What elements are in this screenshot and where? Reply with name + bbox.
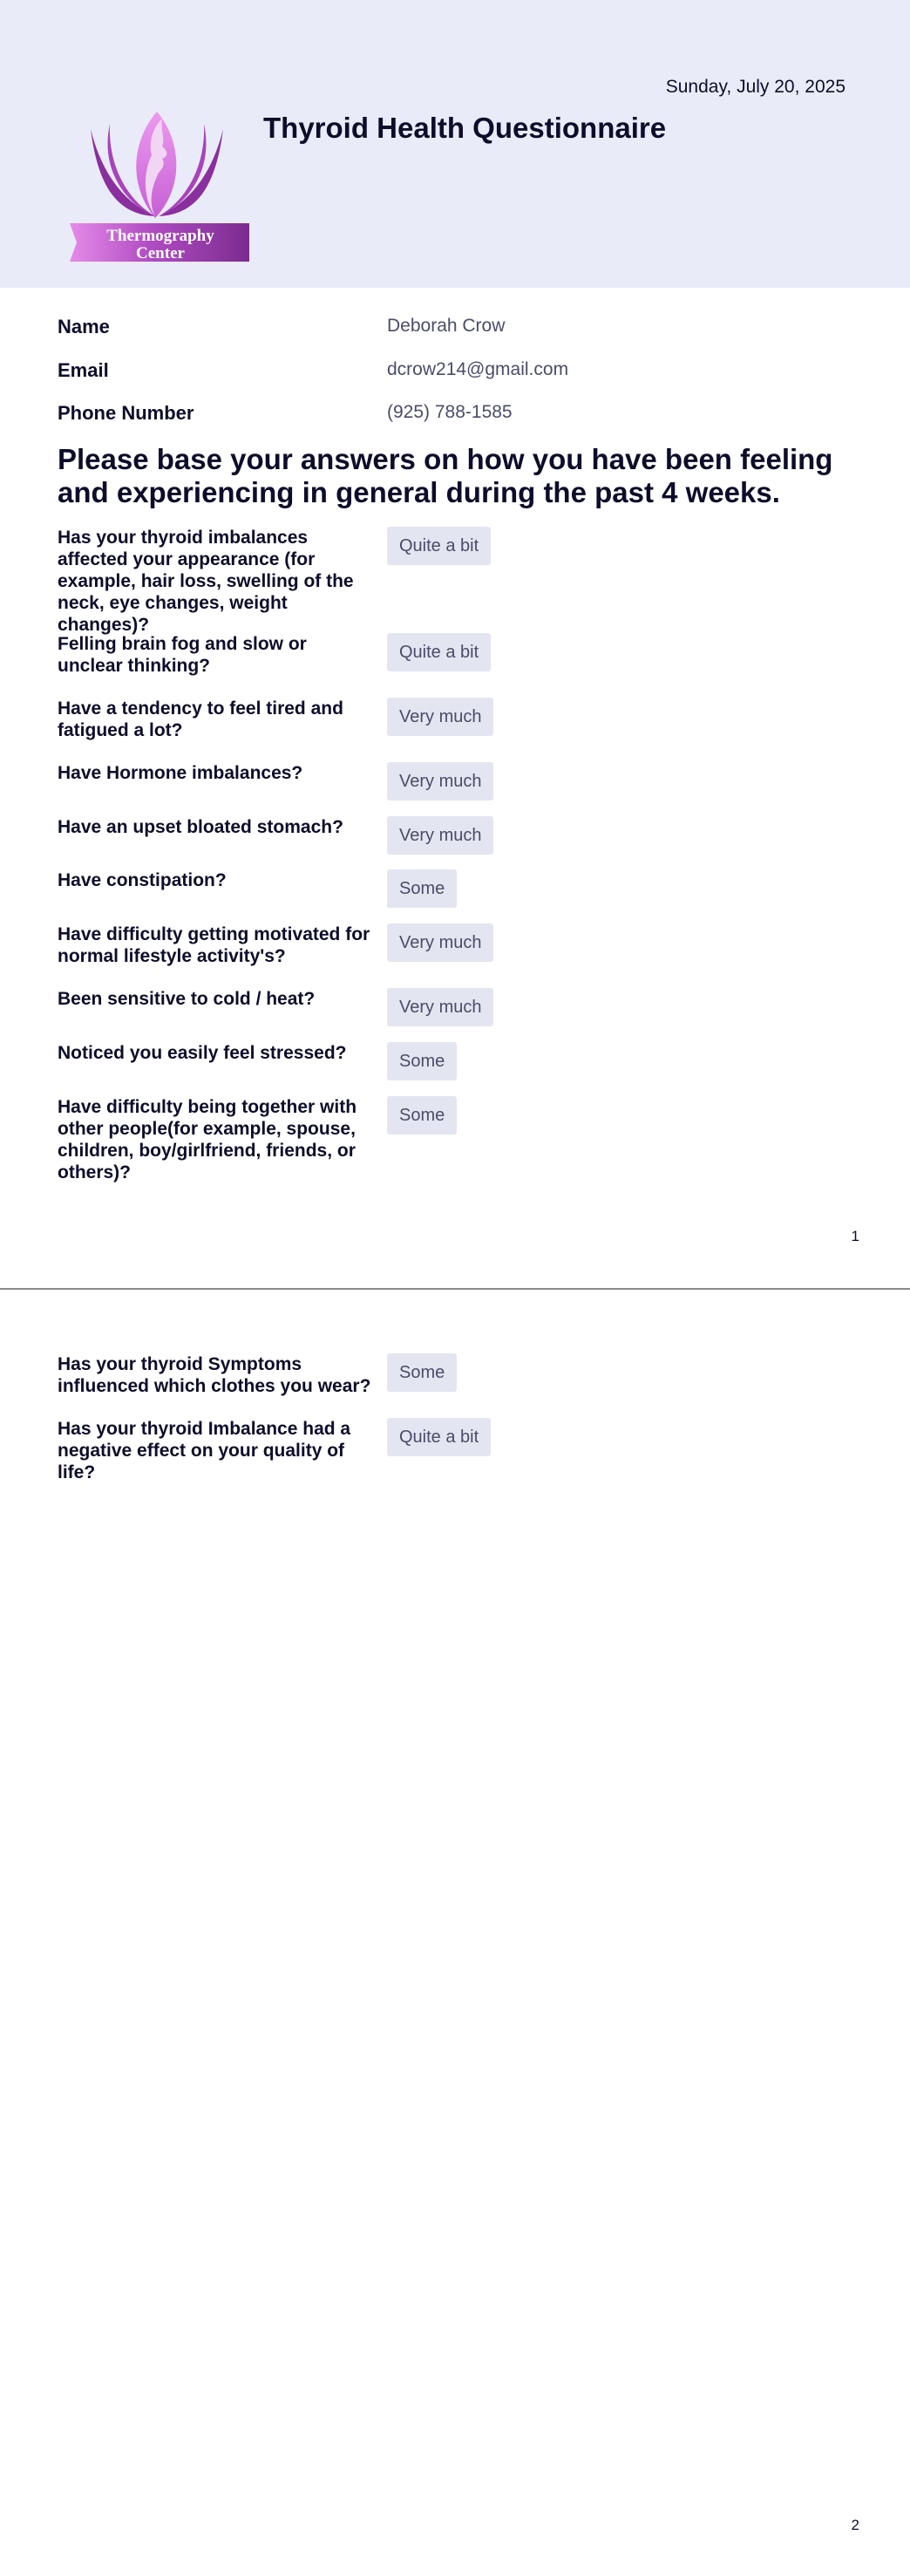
question-text: Have an upset bloated stomach? (58, 817, 343, 837)
thermography-center-logo (65, 112, 249, 267)
page-number: 1 (851, 1228, 859, 1244)
svg-text:Thermography: Thermography (106, 227, 214, 245)
svg-text:Center: Center (136, 244, 185, 262)
info-value: Deborah Crow (387, 316, 506, 336)
answer-badge: Some (387, 1096, 457, 1135)
instructions-heading: Please base your answers on how you have been feeling and experiencing in general during the past 4 weeks. (58, 443, 833, 508)
question-text: Has your thyroid Imbalance had a negative effect on your quality of life? (58, 1419, 351, 1482)
answer-badge: Very much (387, 816, 493, 855)
question-text: Been sensitive to cold / heat? (58, 989, 316, 1009)
header-band (0, 0, 910, 288)
question-text: Have Hormone imbalances? (58, 763, 303, 783)
question-text: Have constipation? (58, 870, 227, 890)
answer-badge: Some (387, 1353, 457, 1392)
question-text: Noticed you easily feel stressed? (58, 1043, 347, 1063)
answer-badge: Some (387, 869, 457, 908)
info-value: (925) 788-1585 (387, 402, 513, 422)
page-divider (0, 1288, 910, 1290)
question-text: Felling brain fog and slow or unclear thinking? (58, 634, 307, 676)
info-label: Name (58, 316, 110, 337)
info-label: Email (58, 359, 109, 381)
document-date: Sunday, July 20, 2025 (665, 77, 845, 97)
info-row-name (58, 316, 851, 342)
info-label: Phone Number (58, 402, 194, 424)
answer-badge: Quite a bit (387, 527, 491, 565)
info-row-email (58, 359, 851, 385)
page-number: 2 (851, 2517, 859, 2533)
info-row-phone (58, 402, 851, 428)
question-text: Has your thyroid Symptoms influenced which clothes you wear? (58, 1354, 371, 1396)
answer-badge: Very much (387, 698, 493, 736)
question-text: Have difficulty being together with other people(for example, spouse, children, boy/girlfriend, friends, or others)? (58, 1097, 357, 1182)
answer-badge: Very much (387, 762, 493, 801)
answer-badge: Very much (387, 988, 493, 1026)
question-text: Have a tendency to feel tired and fatigued a lot? (58, 699, 343, 740)
answer-badge: Quite a bit (387, 633, 491, 671)
page-title: Thyroid Health Questionnaire (263, 112, 667, 144)
answer-badge: Quite a bit (387, 1418, 491, 1456)
question-text: Have difficulty getting motivated for normal lifestyle activity's? (58, 924, 370, 966)
info-value: dcrow214@gmail.com (387, 359, 569, 379)
answer-badge: Some (387, 1042, 457, 1080)
answer-badge: Very much (387, 923, 493, 962)
question-text: Has your thyroid imbalances affected your appearance (for example, hair loss, swelling of the neck, eye changes, weight changes)? (58, 528, 354, 635)
